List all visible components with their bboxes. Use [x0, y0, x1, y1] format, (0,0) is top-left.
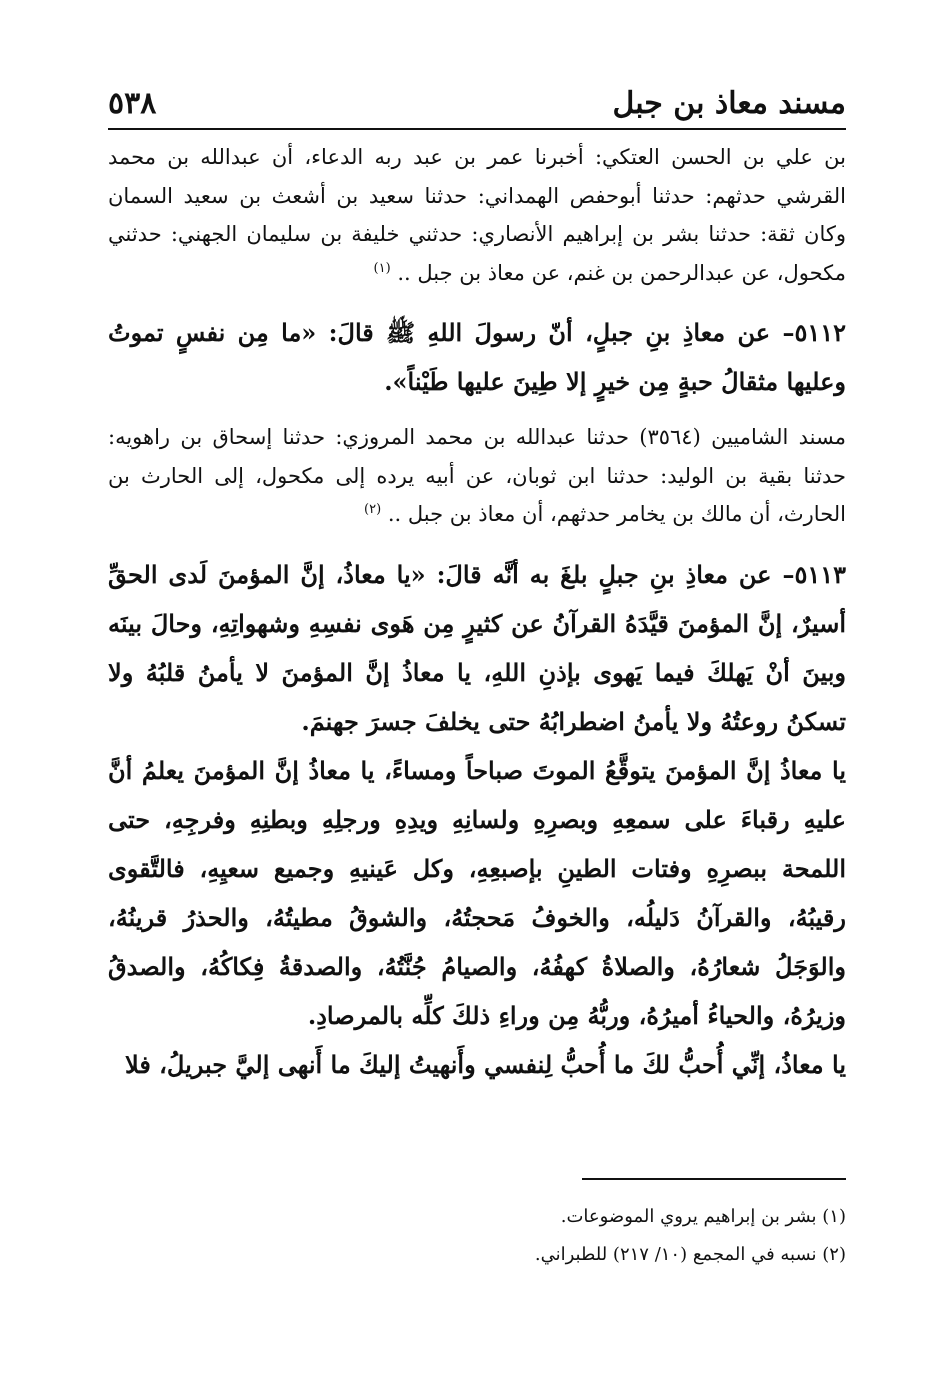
main-text [108, 138, 846, 1089]
header-divider [108, 128, 846, 130]
footnote-item: (١) بشر بن إبراهيم يروي الموضوعات. [560, 1206, 846, 1227]
hadith-text: عن معاذِ بنِ جبلٍ، أنّ رسولَ اللهِ ﷺ قالَ: «ما مِن نفسٍ تموتُ وعليها مثقالُ حبةٍ مِن خيرٍ إلا طِينَ عليها طَيْناً». [108, 318, 846, 396]
hadith-number: ٥١١٢– [782, 318, 846, 347]
hadith-paragraph [108, 308, 846, 406]
hadith-text: يا معاذُ إنَّ المؤمنَ يتوقَّعُ الموتَ صباحاً ومساءً، يا معاذُ إنَّ المؤمنَ يعلمُ أنَّ عليهِ رقباءَ على سمعِهِ وبصرِهِ ولسانِهِ ويدِهِ ورجلِهِ وبطنِهِ وفرجِهِ، حتى اللمحة ببصرِهِ وفتات الطينِ بإصبعِهِ، وكل عَينيهِ وجميع سعيِهِ، فالتَّقوى رقيبُهُ، والقرآنُ دَليلُه، والخوفُ مَحجتُهُ، والشوقُ مطيتُهُ، والحذرُ قرينُهُ، والوَجَلُ شعارُهُ، والصلاةُ كهفُهُ، والصيامُ جُنَّتُهُ، والصدقةُ فِكاكُهُ، والصدقُ وزيرُهُ، والحياءُ أميرُهُ، وربُّهُ مِن وراءِ ذلكَ كلِّه بالمرصادِ. [108, 755, 846, 1030]
hadith-text: عن معاذِ بنِ جبلٍ بلغَ به أنَّه قالَ: «يا معاذُ، إنَّ المؤمنَ لَدى الحقِّ أسيرٌ، إنَّ المؤمنَ قيَّدَهُ القرآنُ عن كثيرٍ مِن هَوى نفسِهِ وشهواتِهِ، وحالَ بينَه وبينَ أنْ يَهلكَ فيما يَهوى بإذنِ اللهِ، يا معاذُ إنَّ المؤمنَ لا يأمنُ قلبُهُ ولا تسكنُ روعتُهُ ولا يأمنُ اضطرابُهُ حتى يخلفَ جسرَ جهنمَ. [108, 559, 846, 736]
footnote-divider [582, 1178, 846, 1180]
page-header [108, 84, 846, 134]
isnad-text: بن علي بن الحسن العتكي: أخبرنا عمر بن عبد ربه الدعاء، أن عبدالله بن محمد القرشي حدثهم: حدثنا أبوحفص الهمداني: حدثنا سعيد بن أشعث بن سعيد السمان وكان ثقة: حدثنا بشر بن إبراهيم الأنصاري: حدثني خليفة بن سليمان الجهني: حدثني مكحول، عن عبدالرحمن بن غنم، عن معاذ بن جبل .. [108, 145, 846, 285]
hadith-continuation [108, 1040, 846, 1089]
footnotes [108, 1198, 846, 1274]
footnote-item: (٢) نسبه في المجمع (١٠/ ٢١٧) للطبراني. [534, 1244, 846, 1265]
page-number: ٥٣٨ [108, 86, 157, 121]
running-title: مسند معاذ بن جبل [612, 86, 846, 121]
hadith-paragraph [108, 550, 846, 746]
hadith-text: يا معاذُ، إنِّي أُحبُّ لكَ ما أُحبُّ لِنفسي وأَنهيتُ إليكَ ما أَنهى إليَّ جبريلُ، فلا [125, 1049, 846, 1079]
hadith-number: ٥١١٣– [782, 559, 847, 589]
isnad-paragraph [108, 138, 846, 292]
isnad-paragraph [108, 418, 846, 534]
hadith-continuation [108, 746, 846, 1040]
footnote-ref: (٢) [364, 502, 382, 517]
isnad-text: مسند الشاميين (٣٥٦٤) حدثنا عبدالله بن محمد المروزي: حدثنا إسحاق بن راهويه: حدثنا بقية بن الوليد: حدثنا ابن ثوبان، عن أبيه يرده إلى مكحول، إلى الحارث بن الحارث، أن مالك بن يخامر حدثهم، أن معاذ بن جبل .. [108, 425, 846, 526]
footnote-ref: (١) [373, 260, 391, 276]
